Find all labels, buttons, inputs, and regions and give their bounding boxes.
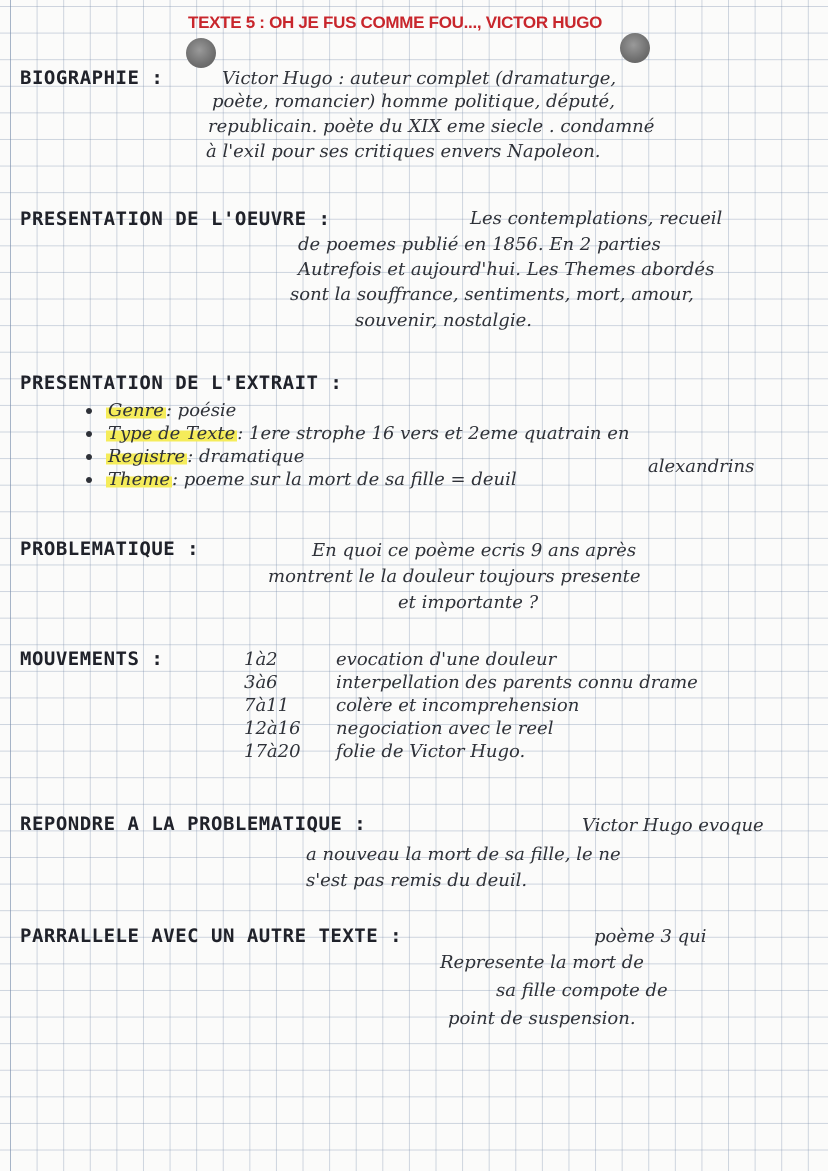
bullet-icon bbox=[86, 477, 92, 483]
mouvement-text: negociation avec le reel bbox=[336, 718, 554, 739]
parallele-line-4: point de suspension. bbox=[448, 1008, 636, 1029]
problematique-line-3: et importante ? bbox=[398, 592, 539, 613]
parallele-line-3: sa fille compote de bbox=[496, 980, 668, 1001]
extrait-value: : poésie bbox=[165, 400, 237, 421]
extrait-value: : poeme sur la mort de sa fille = deuil bbox=[171, 469, 517, 490]
biographie-line-4: à l'exil pour ses critiques envers Napoleon. bbox=[206, 141, 601, 162]
parallele-label: PARRALLELE AVEC UN AUTRE TEXTE : bbox=[20, 925, 403, 947]
mouvement-item bbox=[244, 718, 698, 741]
oeuvre-line-2: de poemes publié en 1856. En 2 parties bbox=[298, 234, 661, 255]
oeuvre-label: PRESENTATION DE L'OEUVRE : bbox=[20, 208, 331, 230]
mouvement-item bbox=[244, 649, 698, 672]
oeuvre-line-3: Autrefois et aujourd'hui. Les Themes abordés bbox=[298, 259, 715, 280]
page-title: TEXTE 5 : OH JE FUS COMME FOU..., VICTOR HUGO bbox=[188, 13, 603, 32]
mouvement-item bbox=[244, 672, 698, 695]
extrait-value: : dramatique bbox=[187, 446, 305, 467]
extrait-list bbox=[86, 400, 629, 492]
parallele-line-1: poème 3 qui bbox=[594, 926, 707, 947]
extrait-item-theme bbox=[86, 469, 629, 492]
problematique-line-1: En quoi ce poème ecris 9 ans après bbox=[312, 540, 637, 561]
mouvement-range: 7à11 bbox=[244, 695, 290, 716]
bullet-icon bbox=[86, 408, 92, 414]
biographie-line-3: republicain. poète du XIX eme siecle . condamné bbox=[208, 116, 655, 137]
mouvement-text: interpellation des parents connu drame bbox=[336, 672, 698, 693]
mouvement-range: 12à16 bbox=[244, 718, 301, 739]
extrait-item-genre bbox=[86, 400, 629, 423]
extrait-extra: alexandrins bbox=[648, 456, 755, 477]
mouvement-range: 3à6 bbox=[244, 672, 278, 693]
extrait-value: : 1ere strophe 16 vers et 2eme quatrain en bbox=[237, 423, 630, 444]
mouvement-range: 17à20 bbox=[244, 741, 301, 762]
extrait-key: Theme bbox=[108, 469, 170, 490]
extrait-key: Genre bbox=[108, 400, 164, 421]
mouvement-text: folie de Victor Hugo. bbox=[336, 741, 526, 762]
oeuvre-line-4: sont la souffrance, sentiments, mort, amour, bbox=[290, 284, 694, 305]
repondre-line-3: s'est pas remis du deuil. bbox=[306, 870, 528, 891]
mouvements-list bbox=[244, 649, 698, 764]
mouvement-range: 1à2 bbox=[244, 649, 278, 670]
mouvement-text: colère et incomprehension bbox=[336, 695, 580, 716]
oeuvre-line-1: Les contemplations, recueil bbox=[470, 208, 723, 229]
mouvements-label: MOUVEMENTS : bbox=[20, 648, 164, 670]
mouvement-text: evocation d'une douleur bbox=[336, 649, 557, 670]
biographie-label: BIOGRAPHIE : bbox=[20, 67, 164, 89]
bullet-icon bbox=[86, 454, 92, 460]
bullet-icon bbox=[86, 431, 92, 437]
oeuvre-line-5: souvenir, nostalgie. bbox=[355, 310, 532, 331]
extrait-key: Registre bbox=[108, 446, 186, 467]
repondre-label: REPONDRE A LA PROBLEMATIQUE : bbox=[20, 813, 367, 835]
margin-line bbox=[10, 0, 11, 1171]
extrait-item-registre bbox=[86, 446, 629, 469]
biographie-line-2: poète, romancier) homme politique, député, bbox=[212, 91, 615, 112]
repondre-line-2: a nouveau la mort de sa fille, le ne bbox=[306, 844, 621, 865]
problematique-line-2: montrent le la douleur toujours presente bbox=[268, 566, 641, 587]
parallele-line-2: Represente la mort de bbox=[440, 952, 644, 973]
biographie-line-1: Victor Hugo : auteur complet (dramaturge, bbox=[222, 68, 617, 89]
punch-hole-left bbox=[186, 38, 216, 68]
problematique-label: PROBLEMATIQUE : bbox=[20, 538, 200, 560]
mouvement-item bbox=[244, 695, 698, 718]
punch-hole-right bbox=[620, 33, 650, 63]
extrait-label: PRESENTATION DE L'EXTRAIT : bbox=[20, 372, 343, 394]
repondre-line-1: Victor Hugo evoque bbox=[582, 815, 764, 836]
extrait-item-type bbox=[86, 423, 629, 446]
extrait-key: Type de Texte bbox=[108, 423, 236, 444]
mouvement-item bbox=[244, 741, 698, 764]
